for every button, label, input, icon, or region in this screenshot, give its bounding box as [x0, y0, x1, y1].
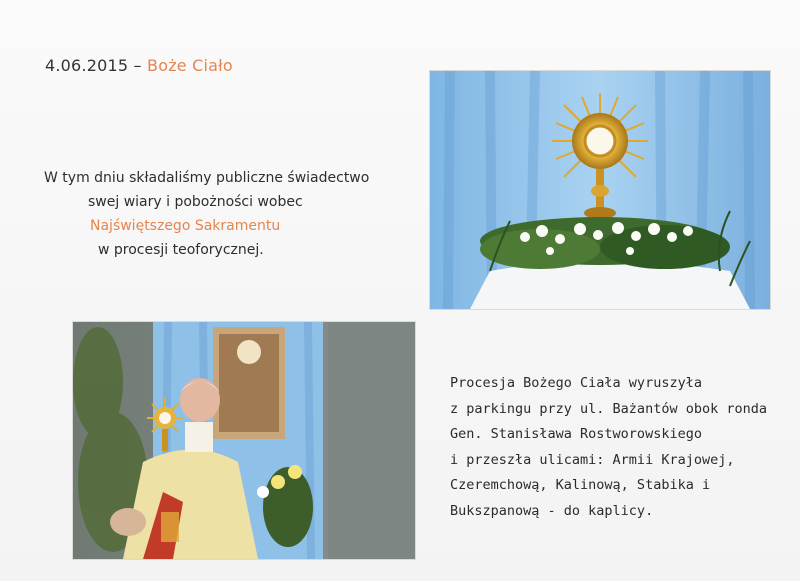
procession-line: i przeszła ulicami: Armii Krajowej,: [450, 451, 735, 468]
heading-dash: –: [133, 56, 142, 75]
intro-line: W tym dniu składaliśmy publiczne świadectwo: [44, 170, 370, 186]
procession-paragraph: [450, 371, 780, 524]
procession-line: Gen. Stanisława Rostworowskiego: [450, 426, 702, 442]
monstrance-photo: [430, 71, 770, 309]
procession-line: Bukszpanową - do kaplicy.: [450, 502, 654, 519]
page-heading: [45, 56, 233, 75]
procession-line: Czeremchową, Kalinową, Stabika i: [450, 477, 711, 493]
intro-line: w procesji teoforycznej.: [98, 242, 264, 258]
heading-date: 4.06.2015: [45, 56, 129, 75]
procession-line: z parkingu przy ul. Bażantów obok ronda: [450, 400, 767, 417]
heading-title: Boże Ciało: [147, 56, 233, 75]
intro-line: swej wiary i pobożności wobec: [88, 194, 303, 210]
intro-paragraph: [40, 166, 380, 262]
monstrance-photo-art: [430, 71, 770, 309]
priest-photo: [73, 322, 415, 559]
priest-photo-art: [73, 322, 415, 559]
intro-highlight: Najświętszego Sakramentu: [90, 218, 281, 234]
procession-line: Procesja Bożego Ciała wyruszyła: [450, 375, 702, 391]
